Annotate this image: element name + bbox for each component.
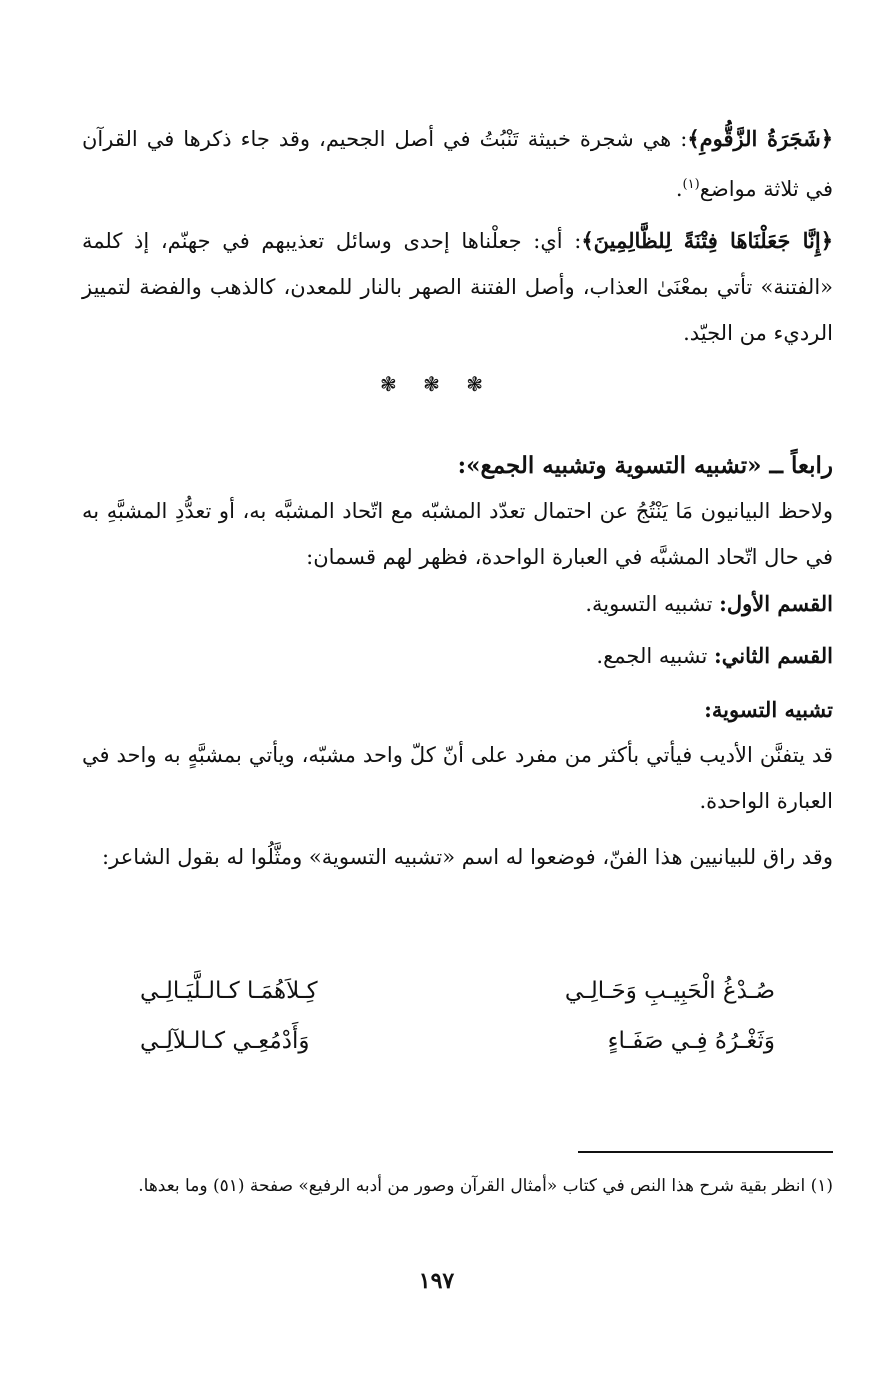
division-one-label: القسم الأول:: [719, 591, 833, 616]
quranic-term-zaqqum: ﴿شَجَرَةُ الزَّقُّومِ﴾: [687, 126, 833, 151]
division-two-label: القسم الثاني:: [714, 643, 833, 668]
footnote-reference[interactable]: (١): [682, 177, 700, 192]
paragraph-poet: وقد راق للبيانيين هذا الفنّ، فوضعوا له اسم «تشبيه التسوية» ومثَّلُوا له بقول الشاعر:: [102, 845, 833, 869]
section-heading: رابعاً ــ «تشبيه التسوية وتشبيه الجمع»:: [457, 452, 833, 479]
paragraph-zaqqum: [82, 116, 833, 212]
paragraph-zaqqum-end: .: [675, 177, 683, 201]
section-four: [82, 444, 833, 880]
poem-verse: [140, 1016, 775, 1066]
main-text: [82, 116, 833, 356]
division-one-value: تشبيه التسوية.: [585, 592, 713, 616]
poem: [140, 966, 775, 1066]
verse-first-hemistich: صُـدْغُ الْحَبِيـبِ وَحَـالِـي: [564, 978, 775, 1004]
poem-verse: [140, 966, 775, 1016]
section-separator: ❃ ❃ ❃: [380, 372, 493, 396]
paragraph-intro: ولاحظ البيانيون مَا يَنْتُجُ عن احتمال تعدّد المشبّه مع اتّحاد المشبَّه به، أو تعدُّدِ المشبَّهِ به في حال اتّحاد المشبَّه في العبارة الواحدة، فظهر لهم قسمان:: [82, 499, 833, 569]
division-one: [82, 582, 833, 626]
quranic-term-fitna: ﴿إِنَّا جَعَلْنَاهَا فِتْنَةً لِلظَّالِمِينَ﴾: [581, 228, 833, 253]
page-number: ١٩٧: [418, 1268, 455, 1294]
footnote-divider: [578, 1151, 833, 1153]
division-two-value: تشبيه الجمع.: [596, 644, 708, 668]
paragraph-taswiya: قد يتفنَّن الأديب فيأتي بأكثر من مفرد على أنّ كلّ واحد مشبّه، ويأتي بمشبَّهٍ به واحد في العبارة الواحدة.: [82, 743, 833, 813]
subheading-taswiya: تشبيه التسوية:: [704, 697, 833, 722]
verse-second-hemistich: كِـلاَهُمَـا كـالـلَّيَـالِـي: [140, 978, 318, 1004]
division-two: [82, 634, 833, 678]
verse-second-hemistich: وَأَدْمُعِـي كـالـلآلِـي: [140, 1028, 310, 1054]
paragraph-fitna-text: : أي: جعلْناها إحدى وسائل تعذيبهم في جهنّم، إذ كلمة «الفتنة» تأتي بمعْنَىٰ العذاب، وأصل الفتنة الصهر بالنار للمعدن، كالذهب والفضة لتمييز الرديء من الجيّد.: [82, 229, 833, 345]
footnote: (١) انظر بقية شرح هذا النص في كتاب «أمثال القرآن وصور من أدبه الرفيع» صفحة (٥١) وما بعدها.: [138, 1176, 833, 1196]
verse-first-hemistich: وَثَغْـرُهُ فِـي صَفَـاءٍ: [607, 1028, 775, 1054]
paragraph-zaqqum-text: : هي شجرة خبيثة تَنْبُتُ في أصل الجحيم، وقد جاء ذكرها في القرآن في ثلاثة مواضع: [82, 127, 833, 201]
paragraph-fitna: [82, 218, 833, 356]
